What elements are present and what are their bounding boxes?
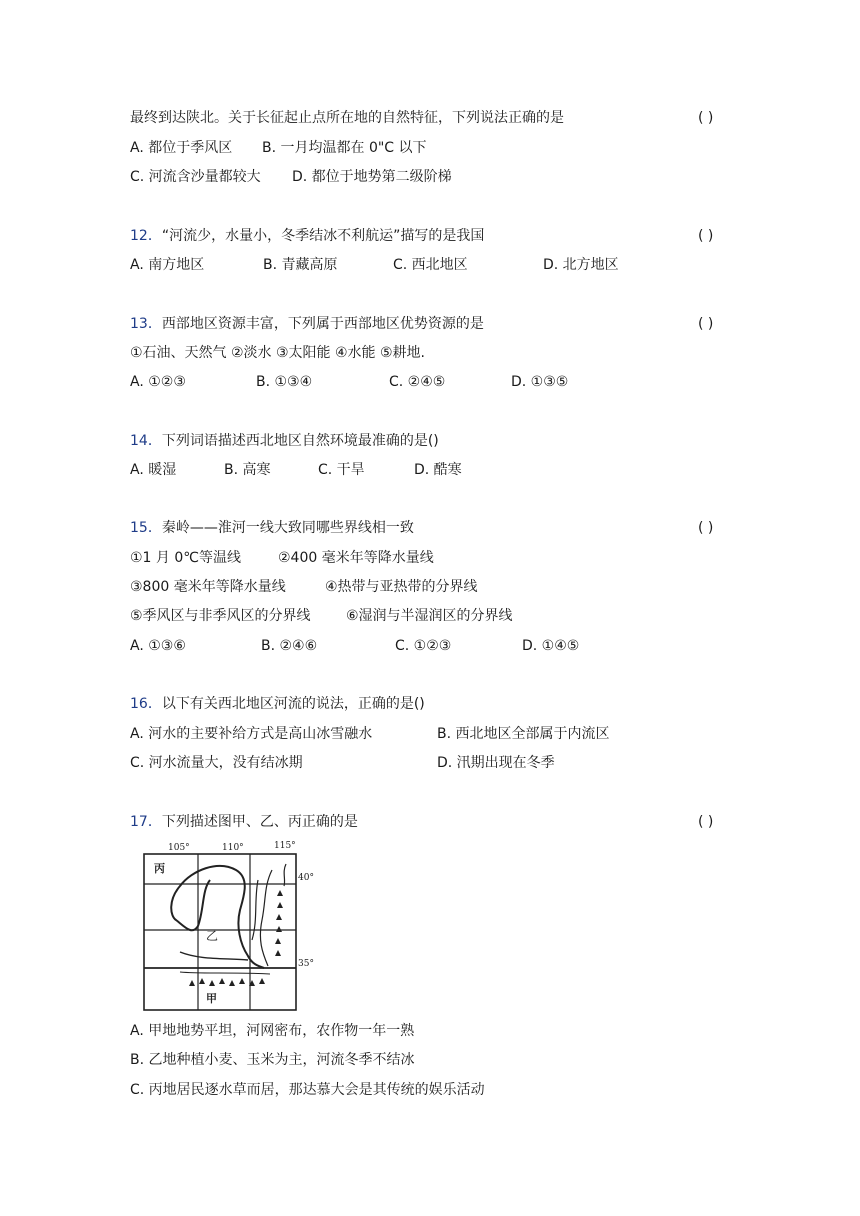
map-region-label: 乙 [206,929,219,943]
q11-option-b: B. 一月均温都在 0"C 以下 [262,140,427,156]
q17-stem: 下列描述图甲、乙、丙正确的是 [161,814,358,830]
q14-option-a: A. 暖湿 [130,462,177,478]
q15-item-4: ④热带与亚热带的分界线 [325,579,478,595]
q17-option-a: A. 甲地地势平坦，河网密布，农作物一年一熟 [130,1023,415,1039]
q17-option-b: B. 乙地种植小麦、玉米为主，河流冬季不结冰 [130,1052,415,1068]
q15-item-3: ③800 毫米年等降水量线 [130,579,286,595]
q16-option-a: A. 河水的主要补给方式是高山冰雪融水 [130,726,373,742]
q15-option-a: A. ①③⑥ [130,638,186,654]
q12-number: 12． [130,228,162,244]
map-lat-label: 35° [298,959,314,969]
q11-stem: 最终到达陕北。关于长征起止点所在地的自然特征，下列说法正确的是 [130,110,564,126]
q17-stem-line [130,812,358,832]
q13-option-a: A. ①②③ [130,374,186,390]
q17-option-c: C. 丙地居民逐水草而居，那达慕大会是其传统的娱乐活动 [130,1082,485,1098]
q15-option-b: B. ②④⑥ [261,638,318,654]
q15-stem-line [130,518,414,538]
q12-option-a: A. 南方地区 [130,257,205,273]
q15-number: 15． [130,520,162,536]
map-region-label: 丙 [154,862,165,875]
q17-number: 17． [130,814,162,830]
q15-stem: 秦岭——淮河一线大致同哪些界线相一致 [161,520,414,536]
q15-item-6: ⑥湿润与半湿润区的分界线 [346,608,513,624]
q12-option-c: C. 西北地区 [393,257,468,273]
q11-option-a: A. 都位于季风区 [130,140,233,156]
q16-option-d: D. 汛期出现在冬季 [437,755,555,771]
q14-option-b: B. 高寒 [224,462,271,478]
q11-option-d: D. 都位于地势第二级阶梯 [292,169,452,185]
q13-stem-line [130,314,484,334]
map-lon-label: 105° [168,843,190,853]
q13-option-d: D. ①③⑤ [511,374,569,390]
q12-stem-line [130,226,484,246]
q16-option-b: B. 西北地区全部属于内流区 [437,726,610,742]
map-lon-label: 110° [222,843,244,853]
q15-answer-bracket: ( ) [698,520,714,536]
map-region-label: 甲 [206,992,217,1005]
q15-item-5: ⑤季风区与非季风区的分界线 [130,608,311,624]
q14-option-c: C. 干旱 [318,462,365,478]
map-lon-label: 115° [274,841,296,851]
q12-option-d: D. 北方地区 [543,257,619,273]
q16-stem: 以下有关西北地区河流的说法，正确的是() [161,696,425,712]
q17-map-figure [140,840,320,1016]
q14-stem-line [130,431,439,451]
q14-number: 14． [130,433,162,449]
q16-option-c: C. 河水流量大，没有结冰期 [130,755,303,771]
q13-stem: 西部地区资源丰富，下列属于西部地区优势资源的是 [161,316,484,332]
q14-option-d: D. 酷寒 [414,462,462,478]
q13-option-b: B. ①③④ [256,374,313,390]
q15-item-2: ②400 毫米年等降水量线 [278,550,434,566]
q15-option-d: D. ①④⑤ [522,638,580,654]
q16-stem-line [130,694,425,714]
q11-option-c: C. 河流含沙量都较大 [130,169,261,185]
q12-option-b: B. 青藏高原 [263,257,338,273]
map-lat-label: 40° [298,873,314,883]
q13-answer-bracket: ( ) [698,316,714,332]
q13-items: ①石油、天然气 ②淡水 ③太阳能 ④水能 ⑤耕地. [130,345,426,361]
q15-item-1: ①1 月 0℃等温线 [130,550,241,566]
q17-answer-bracket: ( ) [698,814,714,830]
q14-stem: 下列词语描述西北地区自然环境最准确的是() [161,433,439,449]
q16-number: 16． [130,696,162,712]
q15-option-c: C. ①②③ [395,638,452,654]
q12-stem: “河流少，水量小，冬季结冰不利航运”描写的是我国 [161,228,485,244]
q13-option-c: C. ②④⑤ [389,374,446,390]
q13-number: 13． [130,316,162,332]
q12-answer-bracket: ( ) [698,228,714,244]
q11-answer-bracket: ( ) [698,110,714,126]
